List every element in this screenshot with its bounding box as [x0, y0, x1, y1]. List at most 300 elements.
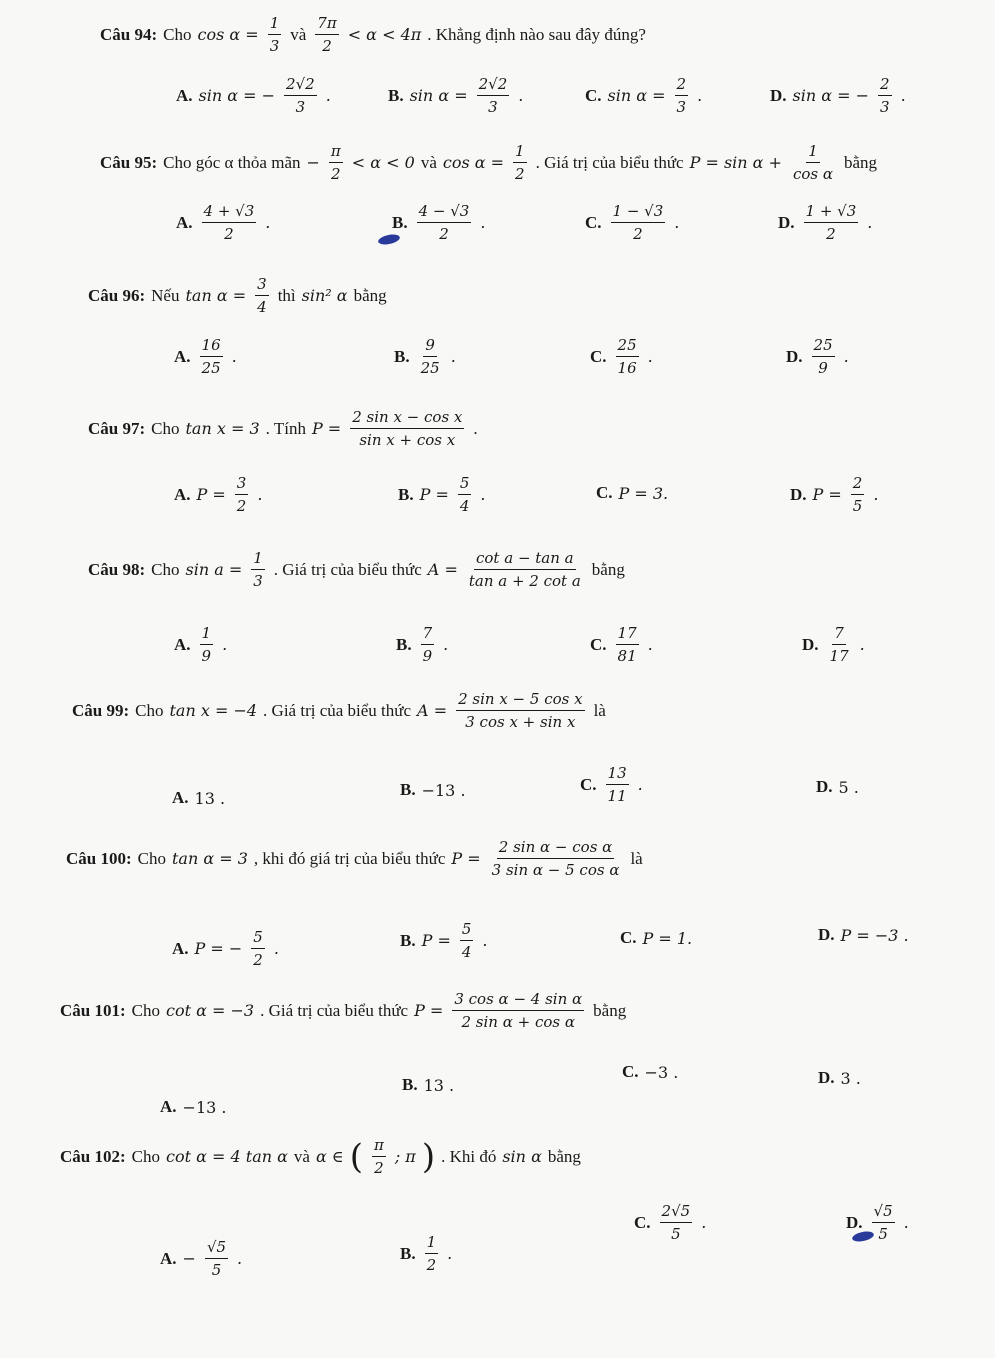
option-c[interactable]	[596, 483, 668, 503]
fraction-denominator: 2	[826, 225, 836, 243]
math-text: .	[843, 347, 849, 366]
fraction	[200, 336, 223, 377]
option-a[interactable]	[174, 474, 262, 515]
math-text: D.	[818, 1068, 835, 1087]
option-d[interactable]	[818, 925, 909, 945]
math-text: bằng	[593, 1000, 627, 1020]
math-text: A.	[176, 212, 193, 232]
fraction-numerator: 1	[251, 549, 265, 570]
math-text: là	[630, 848, 643, 868]
fraction-denominator: 3 cos x + sin x	[465, 713, 576, 731]
fraction-denominator: 11	[607, 787, 627, 805]
math-text: D.	[802, 634, 819, 654]
fraction-denominator: 2	[515, 165, 525, 183]
math-text: . Giá trị của biểu thức	[260, 1000, 409, 1020]
math-text: .	[447, 1244, 453, 1263]
math-text: Câu 95:	[100, 152, 158, 172]
fraction-denominator: 5	[671, 1225, 681, 1243]
math-text: tan α = 3	[172, 849, 248, 868]
math-text: D.	[816, 777, 833, 796]
fraction-denominator: 25	[420, 359, 440, 377]
fraction-numerator: 7	[832, 624, 846, 645]
math-text: Cho	[135, 700, 164, 720]
fraction	[675, 75, 689, 116]
fraction	[878, 75, 892, 116]
fraction-numerator: 5	[458, 474, 472, 495]
math-text: .	[265, 213, 271, 232]
math-text: cos α =	[197, 25, 259, 44]
option-d[interactable]	[786, 336, 849, 377]
math-text: . Giá trị của biểu thức	[273, 559, 422, 579]
fraction	[616, 624, 639, 665]
math-text: C.	[634, 1212, 651, 1232]
option-b[interactable]	[392, 202, 485, 243]
fraction-numerator: 1	[513, 142, 527, 163]
fraction-numerator: 4 − √3	[417, 202, 472, 223]
math-text: sin α =	[409, 86, 468, 105]
math-text: sin α	[502, 1147, 542, 1166]
option-b[interactable]	[398, 474, 486, 515]
math-text: Câu 96:	[88, 285, 146, 305]
math-text: −13 .	[182, 1097, 227, 1117]
math-text: −	[306, 153, 320, 172]
math-text: D.	[778, 212, 795, 232]
fraction-denominator: 2	[322, 37, 332, 55]
fraction-denominator: 17	[829, 647, 849, 665]
math-text: sin α =	[607, 86, 666, 105]
fraction-numerator: 25	[812, 336, 835, 357]
math-text: . Tính	[265, 418, 306, 438]
fraction	[851, 474, 865, 515]
math-text: D.	[790, 484, 807, 504]
option-b[interactable]	[394, 336, 456, 377]
math-text: .	[867, 213, 873, 232]
fraction	[812, 336, 835, 377]
math-text: cot α = −3	[166, 1001, 255, 1020]
fraction-denominator: 25	[201, 359, 221, 377]
fraction	[419, 336, 442, 377]
math-text: và	[420, 152, 437, 172]
option-c[interactable]	[622, 1062, 678, 1082]
math-text: và	[293, 1146, 310, 1166]
math-text: P = 3.	[618, 483, 669, 503]
fraction-numerator: π	[372, 1136, 386, 1157]
math-text: . Khẳng định nào sau đây đúng?	[427, 24, 646, 44]
fraction-denominator: 4	[461, 943, 472, 961]
fraction	[872, 1202, 895, 1243]
math-text: Câu 97:	[88, 418, 146, 438]
fraction-denominator: 16	[617, 359, 637, 377]
math-text: bằng	[843, 152, 878, 172]
fraction-numerator: 3	[255, 275, 269, 296]
fraction-numerator: 2 sin x − cos x	[350, 408, 464, 429]
math-text: P =	[812, 485, 842, 504]
math-text: P =	[421, 931, 451, 950]
fraction-numerator: 1	[268, 14, 282, 35]
math-text: B.	[394, 346, 410, 366]
fraction	[200, 624, 214, 665]
math-text: .	[900, 86, 906, 105]
math-text: A.	[160, 1097, 177, 1116]
math-text: A.	[160, 1248, 177, 1268]
fraction	[268, 14, 282, 55]
math-text: 3 .	[840, 1068, 861, 1088]
math-text: .	[873, 485, 879, 504]
math-text: A =	[427, 560, 458, 579]
fraction-numerator: 1	[200, 624, 214, 645]
fraction	[329, 142, 343, 183]
fraction	[804, 202, 859, 243]
math-text: .	[273, 939, 279, 958]
fraction-denominator: 4	[257, 298, 267, 316]
math-text: Câu 99:	[72, 700, 130, 720]
option-c[interactable]	[585, 75, 702, 116]
math-text: B.	[398, 484, 414, 504]
math-text: P = 1.	[642, 928, 693, 948]
math-text: C.	[590, 346, 607, 366]
math-text: D.	[846, 1212, 863, 1232]
math-text: −13 .	[421, 780, 466, 800]
fraction	[315, 14, 338, 55]
fraction-denominator: tan a + 2 cot a	[468, 572, 581, 590]
question-99-stem	[72, 690, 606, 731]
math-text: cos α =	[442, 153, 505, 172]
fraction-denominator: 2	[253, 951, 263, 969]
fraction-denominator: 5	[878, 1225, 888, 1243]
fraction	[828, 624, 851, 665]
math-text: P =	[451, 849, 481, 868]
math-text: là	[593, 700, 606, 720]
math-text: . Giá trị của biểu thức	[535, 152, 684, 172]
fraction-denominator: 3 sin α − 5 cos α	[491, 861, 620, 879]
fraction	[202, 202, 257, 243]
math-text: Nếu	[151, 285, 180, 305]
fraction-numerator: π	[329, 142, 343, 163]
fraction	[477, 75, 510, 116]
math-text: .	[450, 347, 456, 366]
fraction	[235, 474, 249, 515]
option-b[interactable]	[400, 1233, 452, 1274]
math-text: .	[697, 86, 703, 105]
math-text: Câu 101:	[60, 1000, 126, 1020]
fraction	[251, 928, 265, 969]
option-c[interactable]	[590, 624, 653, 665]
math-text: sin² α	[301, 286, 348, 305]
fraction-numerator: 2√2	[284, 75, 317, 96]
fraction-denominator: 2	[224, 225, 234, 243]
fraction-numerator: √5	[872, 1202, 895, 1223]
option-d[interactable]	[778, 202, 872, 243]
fraction-numerator: 4 + √3	[202, 202, 257, 223]
math-text: C.	[585, 85, 602, 105]
math-text: B.	[392, 212, 408, 232]
math-text: C.	[585, 212, 602, 232]
math-text: .	[647, 347, 653, 366]
math-text: Câu 102:	[60, 1146, 126, 1166]
option-a[interactable]	[176, 202, 270, 243]
question-97-stem	[88, 408, 478, 449]
fraction-numerator: cot a − tan a	[474, 549, 576, 570]
question-96-stem	[88, 275, 387, 316]
option-b[interactable]	[400, 920, 488, 961]
fraction-denominator: 5	[211, 1261, 222, 1279]
math-text: B.	[400, 1243, 416, 1263]
fraction-numerator: 7π	[315, 14, 338, 35]
fraction-numerator: 2 sin x − 5 cos x	[456, 690, 584, 711]
fraction	[452, 990, 584, 1031]
math-text: .	[237, 1249, 243, 1268]
math-text: B.	[402, 1075, 418, 1094]
math-text: ; π	[394, 1147, 416, 1166]
math-text: C.	[596, 483, 613, 502]
question-101-stem	[60, 990, 626, 1031]
math-text: 5 .	[838, 777, 859, 797]
math-text: .	[903, 1213, 909, 1232]
math-text: sin a =	[185, 560, 243, 579]
math-text: Cho	[163, 24, 192, 44]
math-text: D.	[818, 925, 835, 944]
fraction-numerator: 2	[878, 75, 892, 96]
fraction	[421, 624, 435, 665]
option-b[interactable]	[388, 75, 523, 116]
math-text: tan x = 3	[185, 419, 260, 438]
fraction-denominator: 4	[459, 497, 470, 515]
fraction-numerator: 2√5	[660, 1202, 693, 1223]
fraction-numerator: 17	[616, 624, 639, 645]
math-text: P = −3 .	[840, 925, 909, 945]
fraction	[251, 549, 265, 590]
fraction-denominator: 9	[201, 647, 212, 665]
math-text: 13 .	[194, 788, 226, 808]
math-text: Cho góc α thỏa mãn	[163, 152, 301, 172]
fraction	[417, 202, 472, 243]
open-paren: (	[349, 1136, 363, 1177]
math-text: .	[482, 931, 488, 950]
math-text: .	[674, 213, 680, 232]
math-text: A.	[172, 788, 189, 807]
fraction	[490, 838, 622, 879]
math-text: Cho	[137, 848, 166, 868]
fraction-denominator: 81	[617, 647, 637, 665]
math-text: B.	[388, 85, 404, 105]
math-text: α ∈	[315, 1147, 344, 1166]
fraction-numerator: 9	[423, 336, 437, 357]
math-text: P =	[311, 419, 342, 438]
math-text: .	[257, 485, 263, 504]
fraction-numerator: 5	[460, 920, 474, 941]
fraction	[660, 1202, 693, 1243]
fraction	[350, 408, 464, 449]
math-text: A.	[176, 85, 193, 105]
math-text: Cho	[131, 1146, 160, 1166]
math-text: .	[480, 485, 486, 504]
fraction	[456, 690, 584, 731]
math-text: Câu 100:	[66, 848, 132, 868]
math-text: Cho	[151, 418, 180, 438]
math-text: tan x = −4	[169, 701, 258, 720]
math-text: .	[473, 418, 478, 438]
fraction	[616, 336, 639, 377]
math-text: thì	[277, 285, 296, 305]
fraction-numerator: 13	[606, 764, 629, 785]
question-label: Câu 94:	[100, 24, 158, 44]
fraction	[255, 275, 269, 316]
math-text: tan α =	[185, 286, 247, 305]
math-text: .	[222, 635, 228, 654]
fraction	[425, 1233, 439, 1274]
math-text: A.	[174, 484, 191, 504]
fraction-numerator: 3 cos α − 4 sin α	[452, 990, 584, 1011]
math-text: .	[325, 86, 331, 105]
math-text: A.	[174, 634, 191, 654]
fraction-denominator: 3	[253, 572, 263, 590]
fraction-denominator: 2	[374, 1159, 384, 1177]
fraction-denominator: 2	[633, 225, 643, 243]
math-text: < α < 0	[351, 153, 415, 172]
math-text: . Giá trị của biểu thức	[263, 700, 412, 720]
math-text: bằng	[591, 559, 625, 579]
math-text: .	[637, 775, 643, 794]
fraction-denominator: sin x + cos x	[359, 431, 456, 449]
math-text: bằng	[547, 1146, 581, 1166]
question-102-stem	[60, 1136, 581, 1177]
option-c[interactable]	[634, 1202, 706, 1243]
math-text: B.	[400, 930, 416, 950]
fraction-denominator: 9	[818, 359, 828, 377]
fraction	[460, 920, 474, 961]
fraction-denominator: 3	[676, 98, 687, 116]
option-b[interactable]	[400, 780, 466, 800]
option-a[interactable]	[176, 75, 331, 116]
fraction	[205, 1238, 228, 1279]
option-c[interactable]	[585, 202, 679, 243]
fraction-denominator: 5	[852, 497, 863, 515]
option-a[interactable]	[172, 928, 279, 969]
math-text: A.	[172, 938, 189, 958]
math-text: cot α = 4 tan α	[166, 1147, 288, 1166]
pen-mark	[377, 233, 400, 246]
option-a[interactable]	[172, 788, 225, 808]
math-text: Cho	[151, 559, 180, 579]
math-text: B.	[396, 634, 412, 654]
fraction	[458, 474, 472, 515]
math-text: .	[647, 635, 653, 654]
math-text: bằng	[353, 285, 387, 305]
fraction-numerator: 2	[851, 474, 865, 495]
math-text: −	[182, 1249, 196, 1268]
fraction-numerator: 1	[806, 142, 820, 163]
option-d[interactable]	[790, 474, 878, 515]
math-text: P = sin α +	[689, 153, 782, 172]
fraction-denominator: 2	[439, 225, 449, 243]
fraction-denominator: 3	[295, 98, 306, 116]
fraction-numerator: 25	[616, 336, 639, 357]
fraction	[467, 549, 583, 590]
question-98-stem	[88, 549, 625, 590]
option-a[interactable]	[174, 624, 227, 665]
fraction	[372, 1136, 386, 1177]
math-text: A.	[174, 346, 191, 366]
option-d[interactable]	[770, 75, 906, 116]
fraction-numerator: 1 − √3	[611, 202, 666, 223]
fraction-numerator: 2√2	[477, 75, 510, 96]
math-text: và	[290, 24, 307, 44]
fraction-denominator: 3	[488, 98, 498, 116]
math-text: .	[443, 635, 449, 654]
option-d[interactable]	[818, 1068, 861, 1088]
fraction-numerator: 1 + √3	[804, 202, 859, 223]
math-text: .	[701, 1213, 707, 1232]
option-a[interactable]	[160, 1238, 242, 1279]
fraction-numerator: 5	[251, 928, 265, 949]
fraction-numerator: 16	[200, 336, 223, 357]
question-95-stem	[100, 142, 877, 183]
math-text: C.	[620, 928, 637, 947]
math-text: P =	[414, 1001, 444, 1020]
math-text: Câu 98:	[88, 559, 146, 579]
math-text: sin α = −	[792, 86, 870, 105]
close-paren: )	[421, 1136, 436, 1177]
math-text: C.	[580, 774, 597, 794]
option-a[interactable]	[174, 336, 237, 377]
math-text: .	[859, 635, 865, 654]
question-94-stem	[100, 14, 646, 55]
fraction-numerator: 2	[675, 75, 689, 96]
math-text: A =	[417, 701, 448, 720]
math-text: P = −	[194, 939, 243, 958]
fraction	[606, 764, 629, 805]
option-c[interactable]	[590, 336, 653, 377]
math-text: Cho	[131, 1000, 160, 1020]
fraction	[791, 142, 835, 183]
fraction	[284, 75, 317, 116]
math-text: .	[231, 347, 237, 366]
math-text: < α < 4π	[347, 25, 422, 44]
option-c[interactable]	[620, 928, 692, 948]
option-a[interactable]	[160, 1097, 226, 1117]
math-text: C.	[622, 1062, 639, 1081]
math-text: .	[518, 86, 524, 105]
fraction	[513, 142, 527, 183]
math-text: sin α = −	[198, 86, 276, 105]
math-text: B.	[400, 780, 416, 799]
math-text: P =	[196, 485, 226, 504]
fraction-denominator: 9	[422, 647, 433, 665]
option-b[interactable]	[402, 1075, 454, 1095]
fraction-numerator: √5	[205, 1238, 228, 1259]
fraction	[611, 202, 666, 243]
fraction-denominator: 3	[269, 37, 280, 55]
math-text: , khi đó giá trị của biểu thức	[253, 848, 446, 868]
fraction-denominator: 2	[236, 497, 247, 515]
question-100-stem	[66, 838, 643, 879]
math-text: P =	[419, 485, 449, 504]
fraction-numerator: 2 sin α − cos α	[497, 838, 615, 859]
option-c[interactable]	[580, 764, 643, 805]
option-d[interactable]	[802, 624, 865, 665]
fraction-numerator: 1	[425, 1233, 439, 1254]
option-d[interactable]	[816, 777, 859, 797]
option-b[interactable]	[396, 624, 448, 665]
math-text: . Khi đó	[441, 1146, 497, 1166]
math-text: .	[480, 213, 486, 232]
fraction-denominator: cos α	[792, 165, 833, 183]
math-text: 13 .	[423, 1075, 455, 1095]
math-text: C.	[590, 634, 607, 654]
math-text: D.	[770, 85, 787, 105]
math-text: −3 .	[644, 1062, 679, 1082]
fraction-numerator: 3	[235, 474, 249, 495]
